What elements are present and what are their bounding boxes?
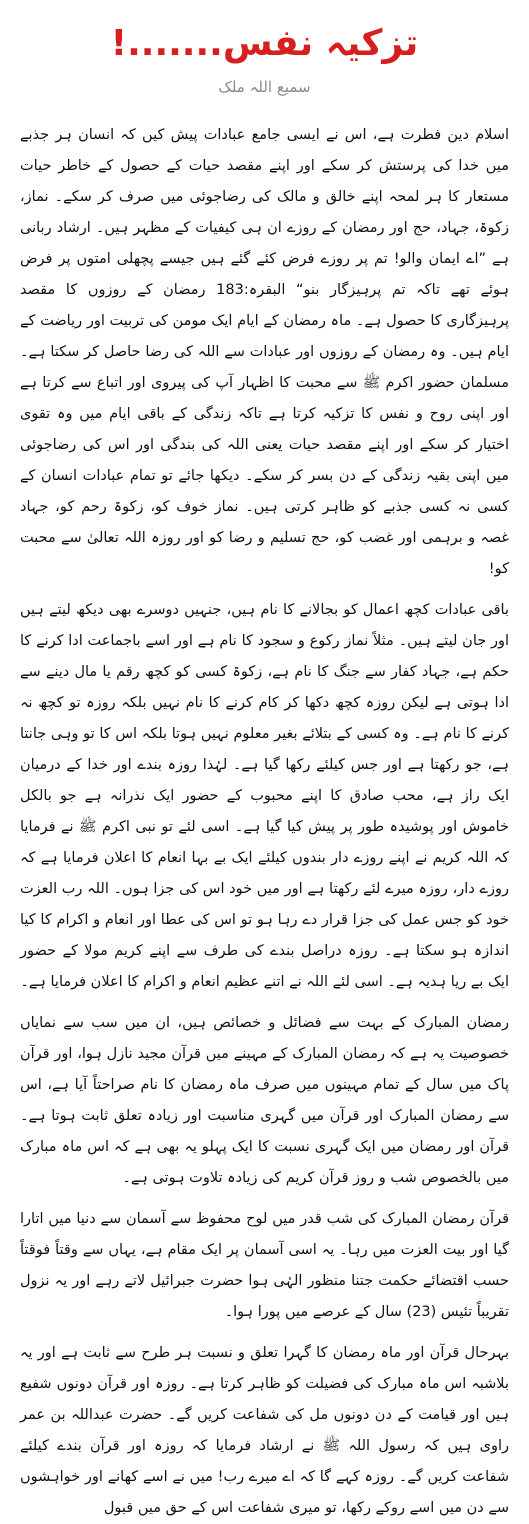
paragraph: اسلام دین فطرت ہے، اس نے ایسی جامع عبادات پیش کیں کہ انسان ہر جذبے میں خدا کی پرستش کر سکے اور اپنے مقصد حیات کے حصول کے خاطر حیات مستعار کا ہر لمحہ اپنے خالق و مالک کی رضاجوئی میں صرف کر سکے۔ نماز، زکوۃ، جہاد، حج اور رمضان کے روزے ان ہی کیفیات کے مظہر ہیں۔ ارشاد ربانی ہے ”اے ایمان والو! تم پر روزے فرض کئے گئے ہیں جیسے پچھلی امتوں پر فرض ہوئے تھے تاکہ تم پرہیزگار بنو“ البقرہ:183 رمضان کے روزوں کا مقصد پرہیزگاری کا حصول ہے۔ ماہ رمضان کے ایام ایک مومن کی تربیت اور ریاضت کے ایام ہیں۔ وہ رمضان کے روزوں اور عبادات سے اللہ کی رضا حاصل کر سکتا ہے۔ مسلمان حضور اکرم ﷺ سے محبت کا اظہار آپ کی پیروی اور اتباع سے کرتا ہے اور اپنی روح و نفس کا تزکیہ کرتا ہے تاکہ زندگی کے باقی ایام میں وہ تقوی اختیار کر سکے اور اپنے مقصد حیات یعنی اللہ کی بندگی اور اس کی رضاجوئی میں اپنی بقیہ زندگی کے دن بسر کر سکے۔ دیکھا جائے تو تمام عبادات انسان کے کسی نہ کسی جذبے کو ظاہر کرتی ہیں۔ نماز خوف کو، زکوۃ رحم کو، جہاد غصہ و برہمی اور غضب کو، حج تسلیم و رضا کو اور روزہ اللہ تعالیٰ سے محبت کو! (20, 127, 509, 577)
author-byline: سمیع اللہ ملک (218, 78, 311, 96)
paragraph: رمضان المبارک کے بہت سے فضائل و خصائص ہیں، ان میں سب سے نمایاں خصوصیت یہ ہے کہ رمضان المبارک کے مہینے میں قرآن مجید نازل ہوا، اور قرآن پاک میں سال کے تمام مہینوں میں صرف ماہ رمضان کا نام صراحتاً آیا ہے، اس سے رمضان المبارک اور قرآن میں گہری مناسبت اور زیادہ تعلق ثابت ہوتا ہے۔ قرآن اور رمضان میں ایک گہری نسبت کا ایک پہلو یہ بھی ہے کہ اس ماہ مبارک میں بالخصوص شب و روز قرآن کریم کی زیادہ تلاوت ہوتی ہے۔ (20, 1015, 509, 1186)
paragraph: باقی عبادات کچھ اعمال کو بجالانے کا نام ہیں، جنہیں دوسرے بھی دیکھ لیتے ہیں اور جان لیتے ہیں۔ مثلاً نماز رکوع و سجود کا نام ہے اور اسے باجماعت ادا کرنے کا حکم ہے، جہاد کفار سے جنگ کا نام ہے، زکوۃ کسی کو کچھ رقم یا مال دینے سے ادا ہوتی ہے لیکن روزہ کچھ دکھا کر کام کرنے کا نام نہیں بلکہ روزہ تو کچھ نہ کرنے کا نام ہے۔ وہ کسی کے بتلائے بغیر معلوم نہیں ہوتا بلکہ اس کا تو وہی جانتا ہے، جو رکھتا ہے اور جس کیلئے رکھا گیا ہے۔ لہٰذا روزہ بندے اور خدا کے درمیان ایک راز ہے، محب صادق کا اپنے محبوب کے حضور ایک نذرانہ ہے جو بالکل خاموش اور پوشیدہ طور پر پیش کیا گیا ہے۔ اسی لئے تو نبی اکرم ﷺ نے فرمایا کہ اللہ کریم نے اپنے روزے دار بندوں کیلئے ایک بے بہا انعام کا اعلان فرمایا ہے کہ روزے دار، روزہ میرے لئے رکھتا ہے اور میں خود اس کی جزا ہوں۔ اللہ رب العزت خود کو جس عمل کی جزا قرار دے رہا ہو تو اس کی عطا اور انعام و اکرام کا کیا اندازہ ہو سکتا ہے۔ روزہ دراصل بندے کی طرف سے اپنے کریم مولا کے حضور ایک بے ریا ہدیہ ہے۔ اسی لئے اللہ نے اتنے عظیم انعام و اکرام کا اعلان فرمایا ہے۔ (20, 602, 509, 990)
article-body (20, 120, 509, 1524)
article-title: تزکیہ نفس.......! (110, 23, 419, 64)
paragraph: بہرحال قرآن اور ماہ رمضان کا گہرا تعلق و نسبت ہر طرح سے ثابت ہے اور یہ بلاشبہ اس ماہ مبارک کی فضیلت کو ظاہر کرتا ہے۔ روزہ اور قرآن دونوں شفیع ہیں اور قیامت کے دن دونوں مل کی شفاعت کریں گے۔ حضرت عبداللہ بن عمر راوی ہیں کہ رسول اللہ ﷺ نے ارشاد فرمایا کہ روزہ اور قرآن بندے کیلئے شفاعت کریں گے۔ روزہ کہے گا کہ اے میرے رب! میں نے اسے کھانے اور خواہشوں سے دن میں اسے روکے رکھا، تو میری شفاعت اس کے حق میں قبول (20, 1345, 509, 1516)
paragraph: قرآن رمضان المبارک کی شب قدر میں لوح محفوظ سے آسمان سے دنیا میں اتارا گیا اور بیت العزت میں رہا۔ یہ اسی آسمان پر ایک مقام ہے، یہاں سے وقتاً فوقتاً حسب اقتضائے حکمت جتنا منظور الہٰی ہوا حضرت جبرائیل لاتے رہے اور یہ نزول تقریباً تئیس (23) سال کے عرصے میں پورا ہوا۔ (20, 1211, 509, 1320)
